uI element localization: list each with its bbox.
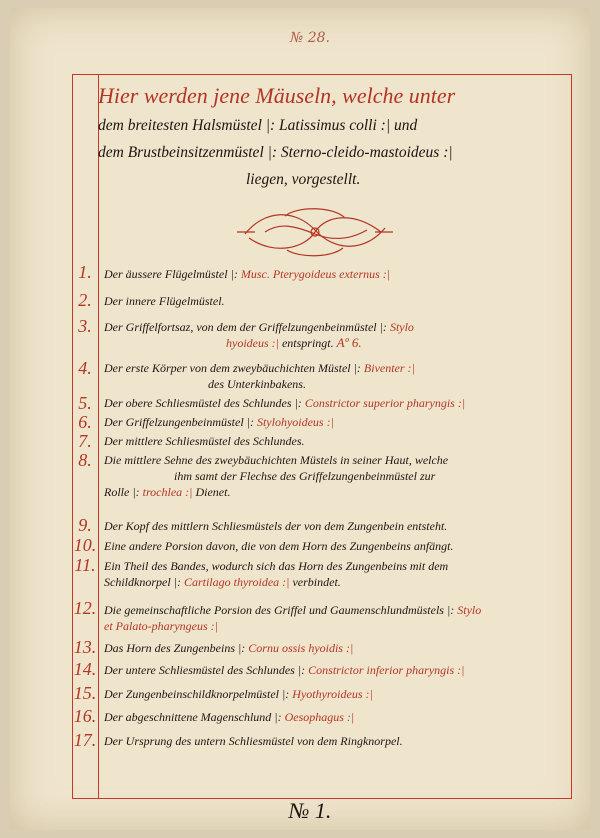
entry-number-14: 14. xyxy=(73,659,97,679)
entry-15 xyxy=(104,686,566,702)
entry-3-german-cont: entspringt. xyxy=(281,336,334,350)
entry-number-15: 15. xyxy=(73,683,97,703)
title-line-3-latin: Sterno-cleido-mastoideus :| xyxy=(280,144,453,161)
entry-15-german: Der Zungenbeinschildknorpelmüstel |: xyxy=(104,687,290,701)
entry-17-german: Der Ursprung des untern Schliesmüstel von dem Ringknorpel. xyxy=(104,734,403,748)
entry-12-german: Die gemeinschaftliche Porsion des Griffel und Gaumenschlundmüstels |: xyxy=(104,603,455,617)
page-title xyxy=(98,82,558,193)
entry-12 xyxy=(104,602,566,634)
title-line-2: dem breitesten Halsmüstel |: Latissimus colli :| und xyxy=(98,117,418,134)
entry-5 xyxy=(104,395,566,411)
entry-5-german: Der obere Schliesmüstel des Schlundes |: xyxy=(104,396,302,410)
frame-top-rule xyxy=(72,74,572,75)
entry-3-latin-cont: hyoideus :| xyxy=(226,336,279,350)
entry-10-german: Eine andere Porsion davon, die von dem Horn des Zungenbeins anfängt. xyxy=(104,539,454,553)
entry-8-continuation: ihm samt der Flechse des Griffelzungenbeinmüstel zur xyxy=(174,469,436,483)
entry-number-13: 13. xyxy=(73,637,97,657)
entry-number-6: 6. xyxy=(78,412,92,432)
manuscript-page xyxy=(10,8,590,830)
entry-number-8: 8. xyxy=(78,450,92,470)
entry-14-german: Der untere Schliesmüstel des Schlundes |: xyxy=(104,663,306,677)
entry-14-latin: Constrictor inferior pharyngis :| xyxy=(308,663,465,677)
entry-12-latin: Stylo xyxy=(457,603,482,617)
entry-9-german: Der Kopf des mittlern Schliesmüstels der von dem Zungenbein entsteht. xyxy=(104,519,448,533)
entry-6-german: Der Griffelzungenbeinmüstel |: xyxy=(104,415,254,429)
entry-number-3: 3. xyxy=(78,316,92,336)
entry-7-german: Der mittlere Schliesmüstel des Schlundes. xyxy=(104,434,305,448)
entry-10 xyxy=(104,538,566,554)
entry-8-continuation-2 xyxy=(104,484,566,500)
entry-14 xyxy=(104,662,566,678)
entry-3-reference-note: Aº 6. xyxy=(336,335,362,350)
entry-number-7: 7. xyxy=(78,431,92,451)
entry-3-latin: Stylo xyxy=(389,320,414,334)
entry-number-11: 11. xyxy=(74,555,96,575)
entry-11-german: Ein Theil des Bandes, wodurch sich das Horn des Zungenbeins mit dem xyxy=(104,559,449,573)
entry-6-latin: Stylohyoideus :| xyxy=(256,415,334,429)
entry-number-4: 4. xyxy=(78,358,92,378)
entry-4-continuation: des Unterkinbakens. xyxy=(208,377,306,391)
entry-9 xyxy=(104,518,566,534)
entry-8-latin: trochlea :| xyxy=(142,485,193,499)
entry-number-9: 9. xyxy=(78,515,92,535)
entry-11-latin: Cartilago thyroidea :| xyxy=(183,575,290,589)
title-line-4: liegen, vorgestellt. xyxy=(246,171,361,188)
entry-4-latin: Biventer :| xyxy=(363,361,415,375)
title-line-1: Hier werden jene Mäuseln, welche unter xyxy=(98,83,456,108)
sheet-number: № 1. xyxy=(288,798,332,823)
entry-3-german: Der Griffelfortsaz, von dem der Griffelzungenbeinmüstel |: xyxy=(104,320,387,334)
entry-2 xyxy=(104,293,566,309)
entry-12-latin-cont: et Palato-pharyngeus :| xyxy=(104,619,218,633)
entry-4 xyxy=(104,360,566,392)
entry-15-latin: Hyothyroideus :| xyxy=(292,687,373,701)
entry-11-german-cont: Schildknorpel |: xyxy=(104,575,181,589)
entry-number-12: 12. xyxy=(73,598,97,618)
entry-16 xyxy=(104,709,566,725)
entry-8-german-tail: Dienet. xyxy=(195,485,231,499)
plate-number: № 28. xyxy=(290,30,330,46)
entry-number-5: 5. xyxy=(78,393,92,413)
entry-11-continuation xyxy=(104,574,566,590)
frame-right-rule xyxy=(571,74,572,799)
entry-1 xyxy=(104,266,566,282)
entry-11-german-tail: verbindet. xyxy=(292,575,341,589)
entry-8-german: Die mittlere Sehne des zweybäuchichten Müstels in seiner Haut, welche xyxy=(104,453,449,467)
entry-number-17: 17. xyxy=(73,730,97,750)
entry-5-latin: Constrictor superior pharyngis :| xyxy=(304,396,466,410)
entry-8 xyxy=(104,452,566,500)
entry-8-german-cont2: Rolle |: xyxy=(104,485,140,499)
entry-number-2: 2. xyxy=(78,290,92,310)
entry-11 xyxy=(104,558,566,590)
entry-number-16: 16. xyxy=(73,706,97,726)
entry-4-german: Der erste Körper von dem zweybäuchichten Müstel |: xyxy=(104,361,361,375)
entry-1-german: Der äussere Flügelmüstel |: xyxy=(104,267,238,281)
entry-6 xyxy=(104,414,566,430)
entry-3 xyxy=(104,319,566,351)
entry-13-german: Das Horn des Zungenbeins |: xyxy=(104,641,246,655)
entry-1-latin: Musc. Pterygoideus externus :| xyxy=(240,267,391,281)
calligraphic-flourish-ornament xyxy=(235,204,395,260)
entry-7 xyxy=(104,433,566,449)
title-line-3-german: dem Brustbeinsitzenmüstel |: xyxy=(98,144,278,161)
entry-16-latin: Oesophagus :| xyxy=(284,710,355,724)
entry-17 xyxy=(104,733,566,749)
entry-13-latin: Cornu ossis hyoidis :| xyxy=(248,641,354,655)
entry-13 xyxy=(104,640,566,656)
entry-2-german: Der innere Flügelmüstel. xyxy=(104,294,225,308)
entry-16-german: Der abgeschnittene Magenschlund |: xyxy=(104,710,282,724)
entry-number-10: 10. xyxy=(73,535,97,555)
entry-number-1: 1. xyxy=(78,262,92,282)
entry-3-continuation xyxy=(104,335,566,351)
